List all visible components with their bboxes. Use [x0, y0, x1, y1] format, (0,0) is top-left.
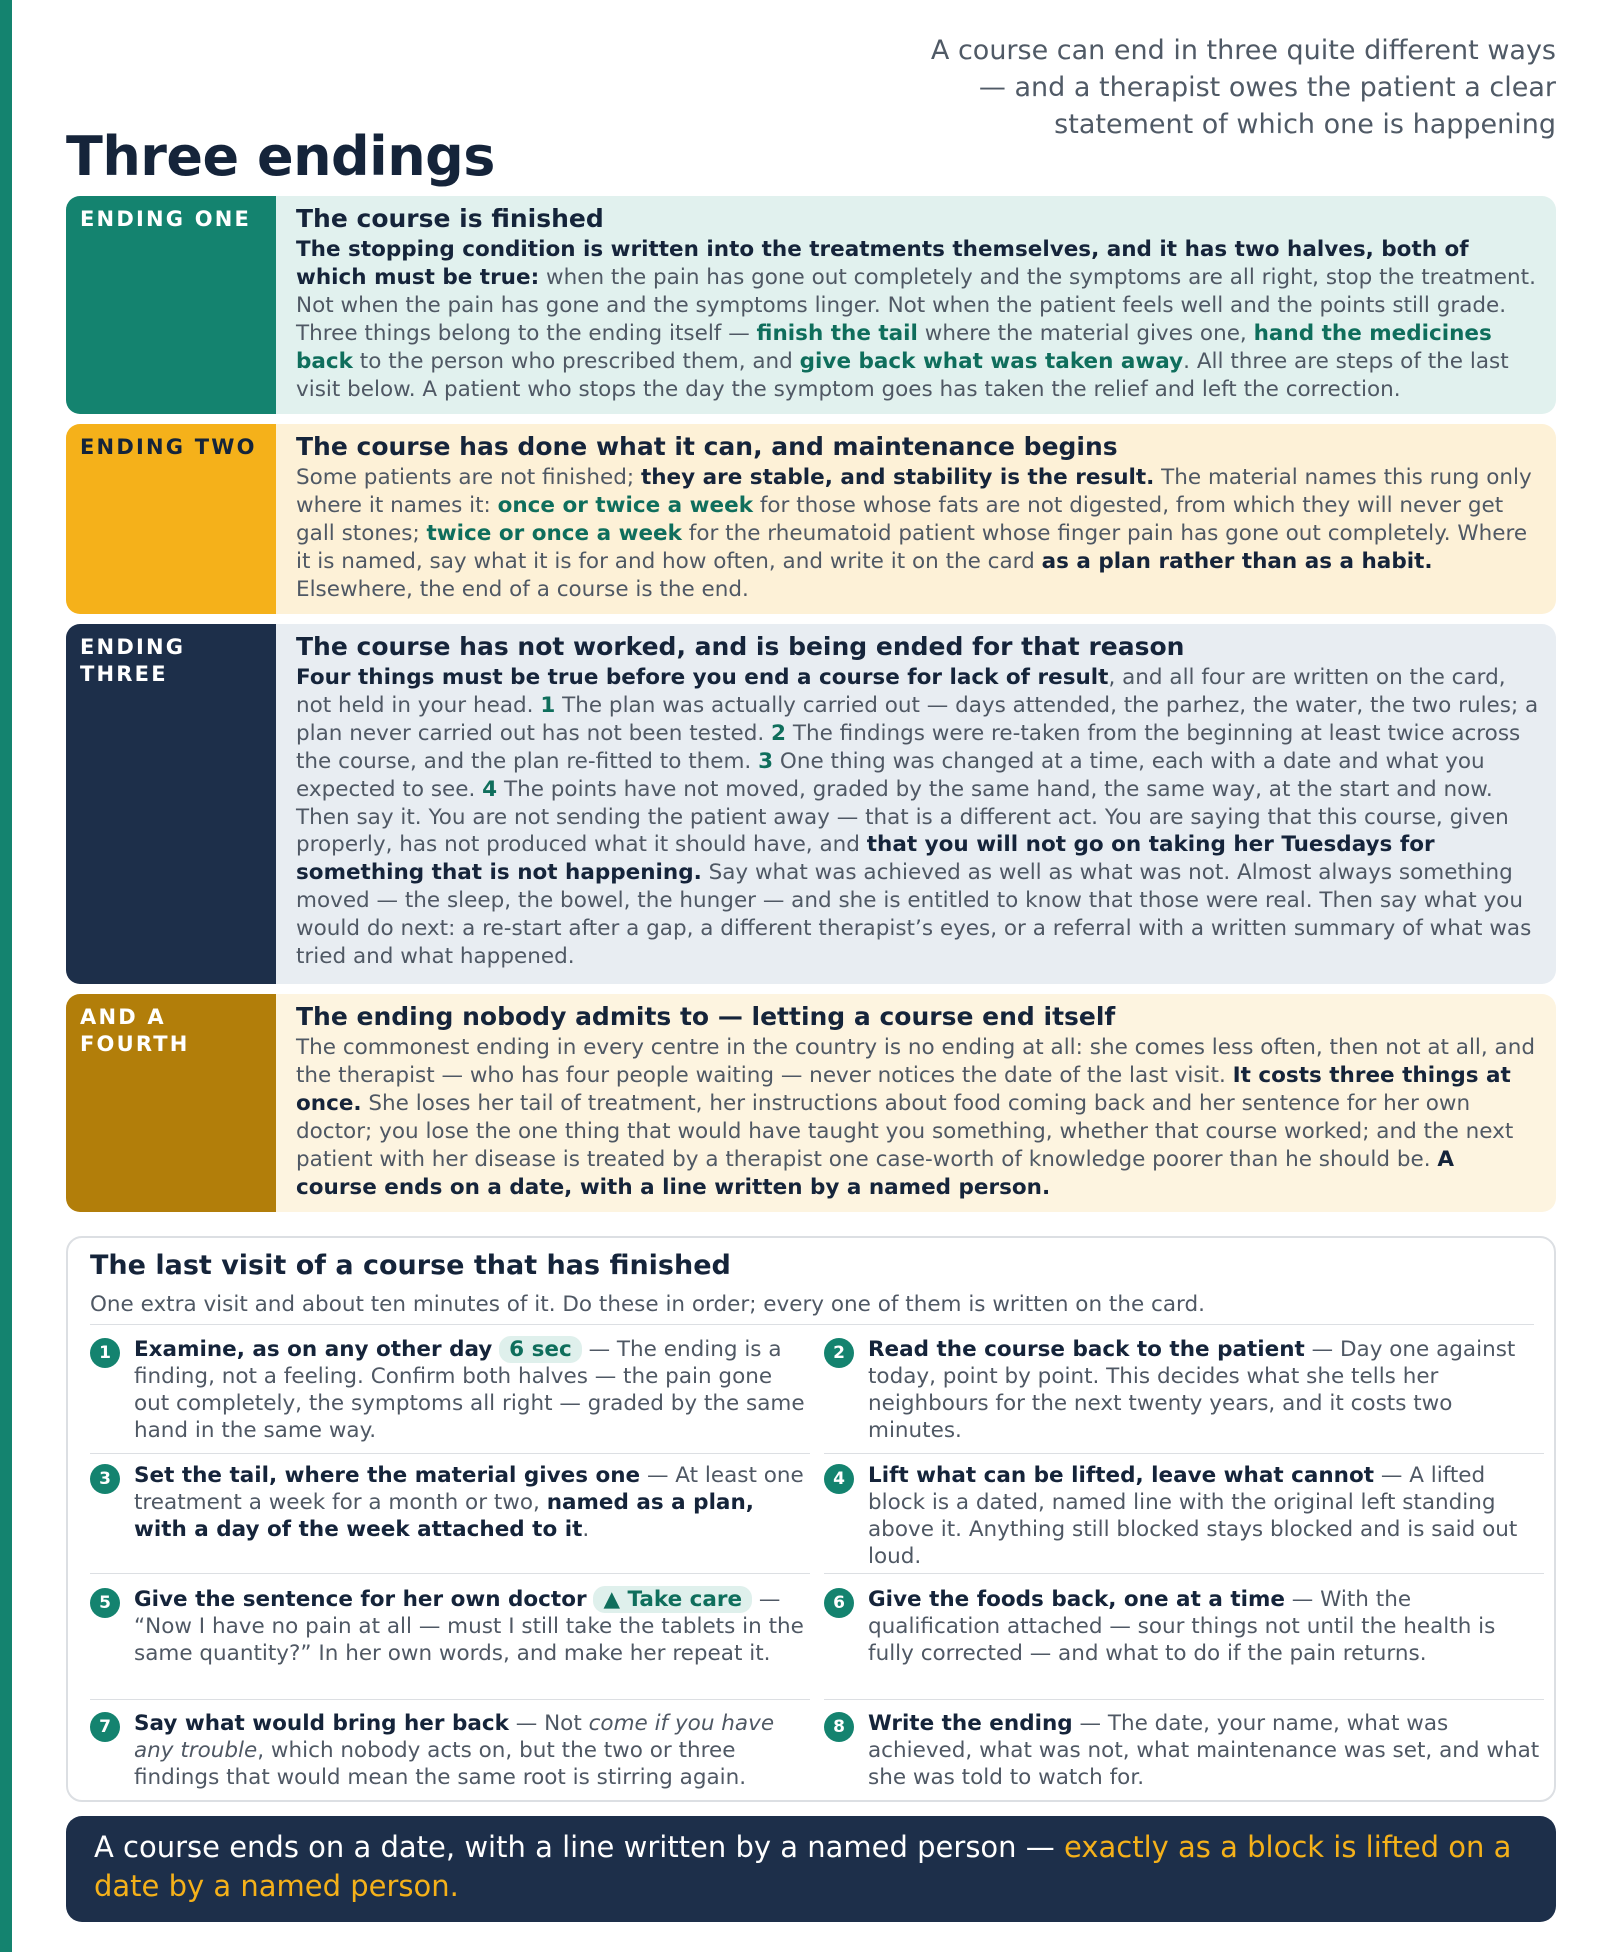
ending-four-card	[66, 994, 1556, 1212]
step-title: Lift what can be lifted, leave what cannot	[868, 1463, 1375, 1488]
ending-two-tab: ENDING TWO	[66, 424, 276, 614]
ending-three-text	[296, 664, 1540, 971]
step-2	[824, 1328, 1544, 1454]
step-title: Give the foods back, one at a time	[868, 1587, 1285, 1612]
step-4	[824, 1454, 1544, 1574]
highlight-run: hand the medicines back	[296, 320, 1492, 374]
step-number: 3	[90, 1464, 120, 1494]
page-header	[66, 28, 1556, 188]
step-title: Write the ending	[868, 1711, 1073, 1736]
ending-three-tab: ENDING THREE	[66, 624, 276, 984]
text-run: — The ending is a finding, not a feeling. Confirm both halves — the pain gone out completely, the symptoms all right — graded by the same hand in the same way.	[134, 1337, 805, 1443]
step-text	[134, 1710, 810, 1791]
step-title: Set the tail, where the material gives one	[134, 1463, 641, 1488]
text-run: . All three are steps of the last visit below. A patient who stops the day the symptom goes has taken the relief and left the correction.	[296, 348, 1509, 402]
page-edge-accent	[0, 0, 12, 1952]
step-text	[134, 1586, 810, 1667]
text-run: The commonest ending in every centre in the country is no ending at all: she comes less often, then not at all, and the therapist — who has four people waiting — never notices the date of the last visit.	[296, 1035, 1536, 1088]
text-run: where the material gives one,	[917, 320, 1254, 346]
highlight-run: 1	[540, 692, 556, 718]
bold-run: named as a plan, with a day of the week attached to it	[134, 1490, 754, 1542]
text-run: The plan was actually carried out — days attended, the parhez, the water, the two rules; a plan never carried out has not been tested.	[296, 692, 1539, 746]
step-badge: ▲ Take care	[593, 1586, 752, 1613]
text-run: for those whose fats are not digested, from which they will never get gall stones;	[296, 492, 1504, 546]
text-run: , which nobody acts on, but the two or three findings that would mean the same root is stirring again.	[134, 1738, 747, 1790]
bold-run: that you will not go on taking her Tuesdays for something that is not happening.	[296, 832, 1435, 886]
ending-four-tab: AND A FOURTH	[66, 994, 276, 1212]
text-run: for the rheumatoid patient whose finger pain has gone out completely. Where it is named, say what it is for and how often, and write it on the card	[296, 520, 1528, 574]
step-8	[824, 1702, 1544, 1798]
step-text	[134, 1336, 810, 1444]
step-title: Say what would bring her back	[134, 1711, 509, 1736]
step-title: Read the course back to the patient	[868, 1337, 1305, 1362]
last-visit-panel	[66, 1236, 1556, 1802]
step-title: Give the sentence for her own doctor	[134, 1587, 587, 1612]
text-run: One thing was changed at a time, each with a date and what you expected to see.	[296, 748, 1485, 802]
text-run: — With the qualification attached — sour things not until the health is fully corrected — and what to do if the pain returns.	[868, 1587, 1496, 1666]
highlight-run: 2	[771, 720, 787, 746]
step-number: 6	[824, 1588, 854, 1618]
text-run: — The date, your name, what was achieved, what was not, what maintenance was set, and what she was told to watch for.	[868, 1711, 1540, 1790]
step-5	[90, 1578, 810, 1700]
step-number: 7	[90, 1712, 120, 1742]
last-visit-title: The last visit of a course that has finished	[90, 1250, 731, 1281]
banner-highlight: exactly as a block is lifted on a date by a named person.	[94, 1830, 1512, 1903]
step-7	[90, 1702, 810, 1798]
ending-three-card	[66, 624, 1556, 984]
text-run: — Day one against today, point by point. This decides what she tells her neighbours for the next twenty years, and it costs two minutes.	[868, 1337, 1516, 1443]
step-number: 2	[824, 1338, 854, 1368]
banner-text: A course ends on a date, with a line written by a named person —	[94, 1830, 1064, 1864]
text-run: — “Now I have no pain at all — must I still take the tablets in the same quantity?” In her own words, and make her repeat it.	[134, 1587, 804, 1666]
text-run: to the person who prescribed them, and	[352, 348, 800, 374]
highlight-run: once or twice a week	[497, 492, 753, 518]
step-text	[868, 1336, 1544, 1444]
closing-banner	[66, 1816, 1556, 1922]
text-run: , and all four are written on the card, not held in your head.	[296, 665, 1506, 718]
step-1	[90, 1328, 810, 1454]
text-run	[587, 1587, 594, 1612]
text-run: The material names this rung only where it names it:	[296, 465, 1532, 518]
ending-one-heading: The course is finished	[296, 204, 604, 233]
text-run: The findings were re-taken from the beginning at least twice across the course, and the plan re-fitted to them.	[296, 720, 1521, 774]
highlight-run: finish the tail	[756, 320, 918, 346]
step-text	[868, 1462, 1544, 1570]
ending-four-text	[296, 1034, 1540, 1201]
text-run: The points have not moved, graded by the same hand, the same way, at the start and now. Then say it. You are not sending the patient away — that is a different act. You are saying that this course, given properly, has not produced what it should have, and	[296, 776, 1509, 858]
step-text	[134, 1462, 810, 1543]
text-run: .	[582, 1517, 590, 1542]
ending-two-heading: The course has done what it can, and maintenance begins	[296, 432, 1118, 461]
text-run: Some patients are not finished;	[296, 465, 641, 490]
ending-one-text	[296, 236, 1540, 403]
text-run: She loses her tail of treatment, her instructions about food coming back and her sentence for her own doctor; you lose the one thing that would have taught you something, whether that course worked; and the next patient with her disease is treated by a therapist one case-worth of knowledge poorer than he should be.	[296, 1090, 1514, 1172]
step-title: Examine, as on any other day	[134, 1337, 493, 1362]
ending-three-heading: The course has not worked, and is being ended for that reason	[296, 632, 1185, 661]
step-number: 8	[824, 1712, 854, 1742]
highlight-run: 4	[482, 776, 498, 802]
highlight-run: twice or once a week	[426, 520, 682, 546]
page-title: Three endings	[66, 125, 495, 188]
text-run: — Not	[508, 1711, 589, 1736]
italic-run: come if you have any trouble	[134, 1711, 775, 1763]
text-run: Elsewhere, the end of a course is the end.	[296, 576, 749, 602]
bold-run: they are stable, and stability is the result.	[640, 465, 1155, 490]
text-run: when the pain has gone out completely and the symptoms are all right, stop the treatment. Not when the pain has gone and the symptoms linger. Not when the patient feels well and the points still grade. Three things belong to the ending itself —	[296, 264, 1536, 346]
bold-run: A course ends on a date, with a line written by a named person.	[296, 1146, 1455, 1200]
text-run: — A lifted block is a dated, named line with the original left standing above it. Anything still blocked stays blocked and is said out loud.	[868, 1463, 1518, 1569]
bold-run: It costs three things at once.	[296, 1062, 1511, 1116]
ending-four-heading: The ending nobody admits to — letting a course end itself	[296, 1002, 1116, 1031]
highlight-run: give back what was taken away	[799, 348, 1184, 374]
step-6	[824, 1578, 1544, 1700]
step-text	[868, 1710, 1544, 1791]
page-intro: A course can end in three quite different ways — and a therapist owes the patient a clear statement of which one is happening	[930, 35, 1556, 140]
ending-two-text	[296, 464, 1540, 604]
bold-run: The stopping condition is written into the treatments themselves, and it has two halves, both of which must be true:	[296, 237, 1469, 290]
steps-divider	[90, 1324, 1534, 1325]
step-number: 5	[90, 1588, 120, 1618]
bold-run: Four things must be true before you end a course for lack of result	[296, 665, 1109, 690]
text-run: — At least one treatment a week for a month or two,	[134, 1463, 804, 1515]
ending-one-tab: ENDING ONE	[66, 196, 276, 414]
ending-one-card	[66, 196, 1556, 414]
last-visit-subtitle: One extra visit and about ten minutes of it. Do these in order; every one of them is written on the card.	[90, 1292, 1205, 1317]
ending-two-card	[66, 424, 1556, 614]
step-number: 4	[824, 1464, 854, 1494]
step-badge: 6 sec	[499, 1336, 582, 1363]
step-3	[90, 1454, 810, 1574]
text-run: Say what was achieved as well as what was not. Almost always something moved — the sleep, the bowel, the hunger — and she is entitled to know that those were real. Then say what you would do next: a re-start after a gap, a different therapist’s eyes, or a referral with a written summary of what was tried and what happened.	[296, 860, 1532, 970]
bold-run: as a plan rather than as a habit.	[1041, 548, 1433, 574]
step-text	[868, 1586, 1544, 1667]
step-number: 1	[90, 1338, 120, 1368]
text-run	[492, 1337, 499, 1362]
highlight-run: 3	[758, 748, 774, 774]
